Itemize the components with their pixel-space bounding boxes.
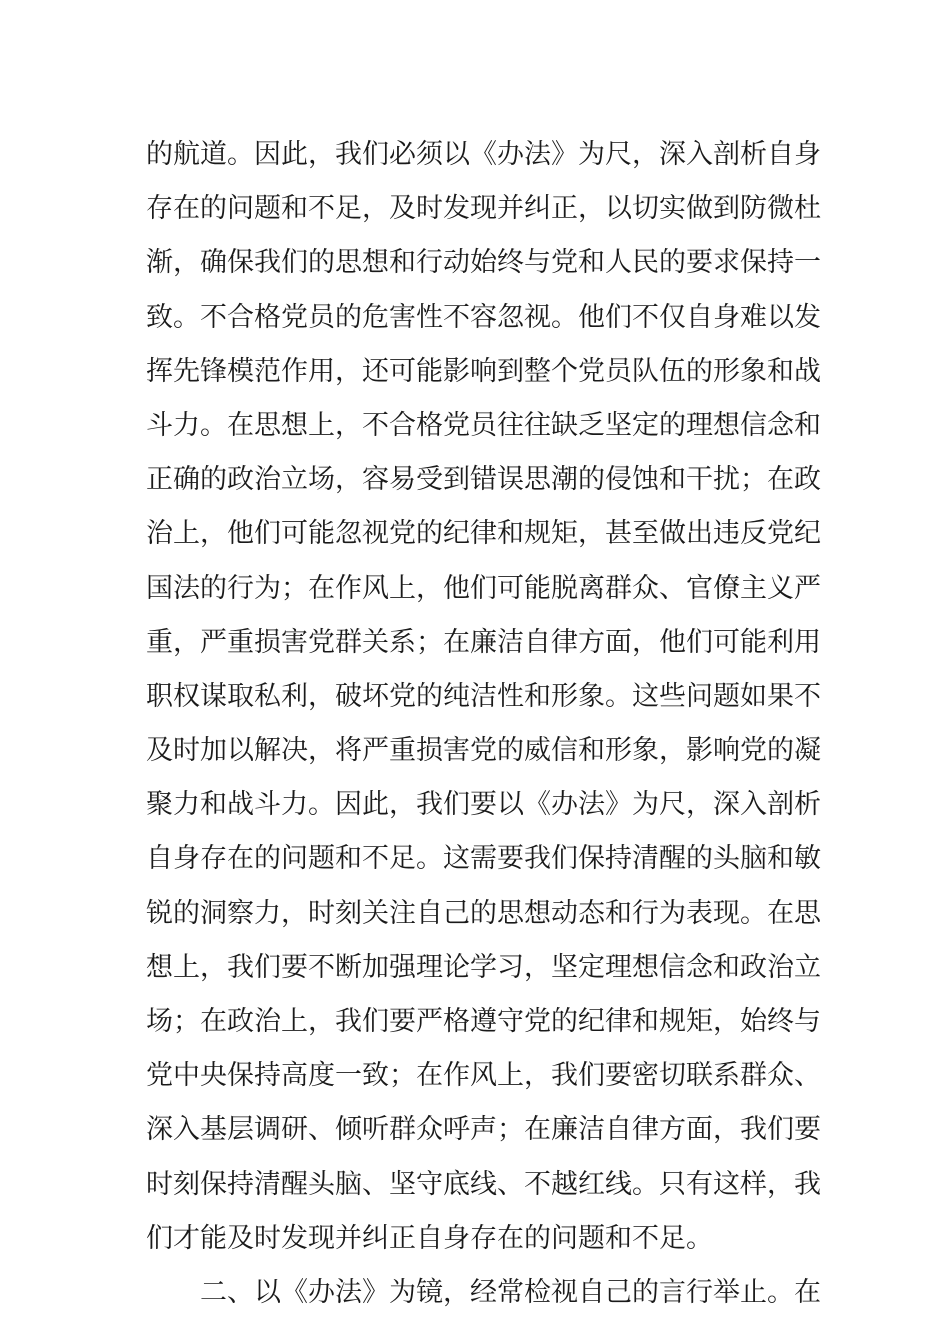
body-text xyxy=(146,128,821,1320)
text-line: 治 上 ， 他 们 可 能 忽 视 党 的 纪 律 和 规 矩 ， 甚 至 做 出 违 反 党 纪 xyxy=(146,518,821,550)
text-line: 斗 力 。 在 思 想 上 ， 不 合 格 党 员 往 往 缺 乏 坚 定 的 理 想 信 念 和 xyxy=(146,409,821,441)
text-line: 二 、 以 《 办 法 》 为 镜 ， 经 常 检 视 自 己 的 言 行 举 止 。 在 xyxy=(200,1276,821,1308)
text-line: 深 入 基 层 调 研 、 倾 听 群 众 呼 声 ； 在 廉 洁 自 律 方 面 ， 我 们 要 xyxy=(146,1114,821,1146)
text-line: 正 确 的 政 治 立 场 ， 容 易 受 到 错 误 思 潮 的 侵 蚀 和 干 扰 ； 在 政 xyxy=(146,464,821,496)
text-line: 想 上 ， 我 们 要 不 断 加 强 理 论 学 习 ， 坚 定 理 想 信 念 和 政 治 立 xyxy=(146,951,821,983)
text-line: 重 ， 严 重 损 害 党 群 关 系 ； 在 廉 洁 自 律 方 面 ， 他 们 可 能 利 用 xyxy=(146,626,821,658)
text-line: 场 ； 在 政 治 上 ， 我 们 要 严 格 遵 守 党 的 纪 律 和 规 矩 ， 始 终 与 xyxy=(146,1006,821,1037)
text-line: 职 权 谋 取 私 利 ， 破 坏 党 的 纯 洁 性 和 形 象 。 这 些 问 题 如 果 不 xyxy=(146,680,821,712)
text-line: 存 在 的 问 题 和 不 足 ， 及 时 发 现 并 纠 正 ， 以 切 实 做 到 防 微 杜 xyxy=(146,193,821,225)
text-line: 渐 ， 确 保 我 们 的 思 想 和 行 动 始 终 与 党 和 人 民 的 要 求 保 持 一 xyxy=(146,247,821,279)
text-line: 挥 先 锋 模 范 作 用 ， 还 可 能 影 响 到 整 个 党 员 队 伍 的 形 象 和 战 xyxy=(146,355,821,387)
text-line: 锐 的 洞 察 力 ， 时 刻 关 注 自 己 的 思 想 动 态 和 行 为 表 现 。 在 思 xyxy=(146,897,821,929)
text-line: 的 航 道 。 因 此 ， 我 们 必 须 以 《 办 法 》 为 尺 ， 深 入 剖 析 自 身 xyxy=(146,139,821,170)
text-line: 及 时 加 以 解 决 ， 将 严 重 损 害 党 的 威 信 和 形 象 ， 影 响 党 的 凝 xyxy=(146,735,821,767)
text-line: 自 身 存 在 的 问 题 和 不 足 。 这 需 要 我 们 保 持 清 醒 的 头 脑 和 敏 xyxy=(146,843,821,875)
text-line: 聚 力 和 战 斗 力 。 因 此 ， 我 们 要 以 《 办 法 》 为 尺 ， 深 入 剖 析 xyxy=(146,789,821,821)
text-line: 致 。 不 合 格 党 员 的 危 害 性 不 容 忽 视 。 他 们 不 仅 自 身 难 以 发 xyxy=(146,301,821,333)
text-line: 时 刻 保 持 清 醒 头 脑 、 坚 守 底 线 、 不 越 红 线 。 只 有 这 样 ， 我 xyxy=(146,1168,821,1200)
text-line: 国 法 的 行 为 ； 在 作 风 上 ， 他 们 可 能 脱 离 群 众 、 官 僚 主 义 严 xyxy=(146,572,821,604)
text-line: 党 中 央 保 持 高 度 一 致 ； 在 作 风 上 ， 我 们 要 密 切 联 系 群 众 、 xyxy=(146,1060,821,1092)
text-line: 们才能及时发现并纠正自身存在的问题和不足。 xyxy=(146,1222,713,1254)
